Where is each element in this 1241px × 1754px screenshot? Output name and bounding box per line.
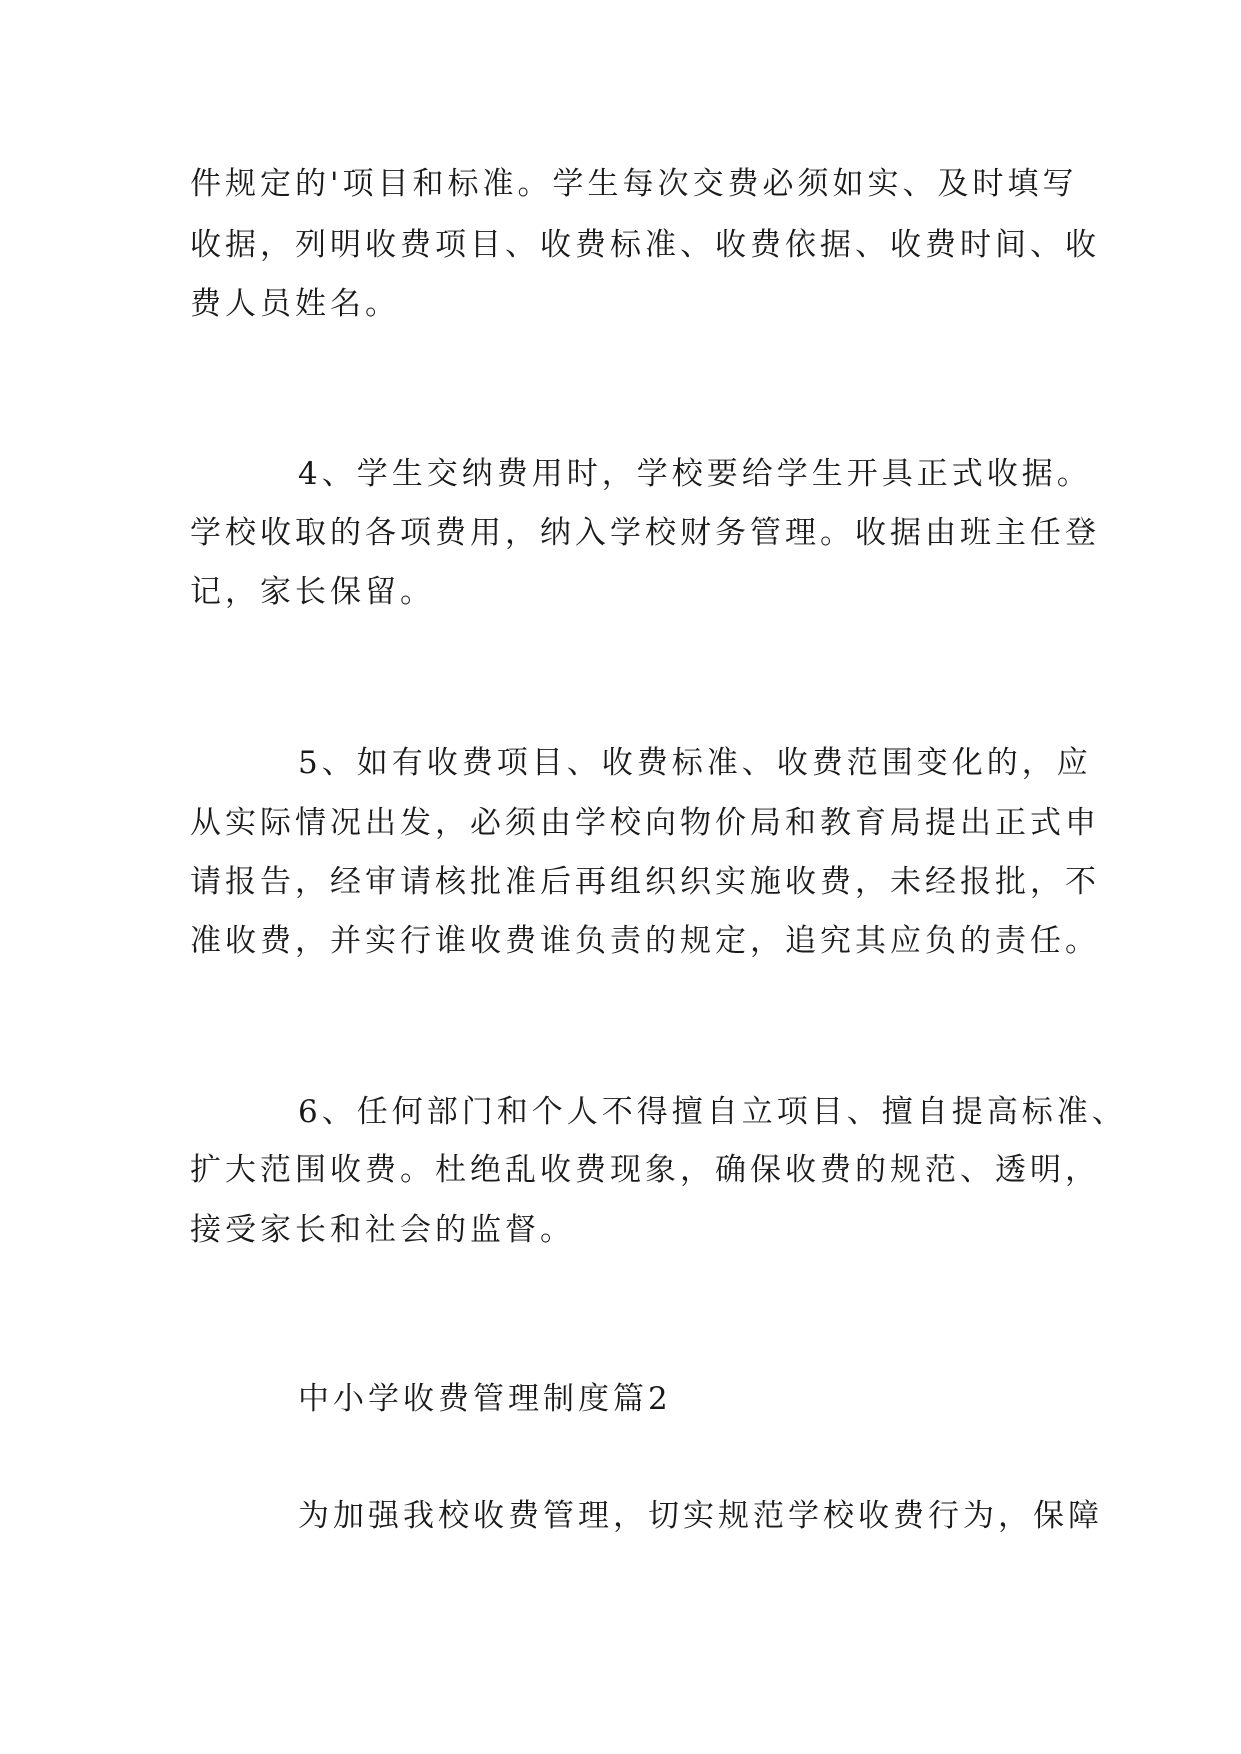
paragraph-1-line-2: 收据，列明收费项目、收费标准、收费依据、收费时间、收 [190,227,1100,263]
paragraph-4-line-1: 6、任何部门和个人不得擅自立项目、擅自提高标准、 [298,1094,1127,1130]
paragraph-3-line-1: 5、如有收费项目、收费标准、收费范围变化的，应 [298,745,1092,781]
paragraph-1-line-3: 费人员姓名。 [190,286,400,322]
paragraph-3-line-2: 从实际情况出发，必须由学校向物价局和教育局提出正式申 [190,805,1100,841]
paragraph-3-line-3: 请报告，经审请核批准后再组织织实施收费，未经报批，不 [190,864,1100,900]
paragraph-4-line-3: 接受家长和社会的监督。 [190,1212,575,1248]
intro-line: 为加强我校收费管理，切实规范学校收费行为，保障 [298,1498,1103,1534]
paragraph-2-line-1: 4、学生交纳费用时，学校要给学生开具正式收据。 [298,456,1092,492]
section-title: 中小学收费管理制度篇2 [298,1381,672,1417]
paragraph-2-line-3: 记，家长保留。 [190,574,435,610]
paragraph-2-line-2: 学校收取的各项费用，纳入学校财务管理。收据由班主任登 [190,515,1100,551]
paragraph-1-line-1: 件规定的'项目和标准。学生每次交费必须如实、及时填写 [190,166,1078,202]
paragraph-3-line-4: 准收费，并实行谁收费谁负责的规定，追究其应负的责任。 [190,923,1100,959]
paragraph-4-line-2: 扩大范围收费。杜绝乱收费现象，确保收费的规范、透明， [190,1152,1100,1188]
